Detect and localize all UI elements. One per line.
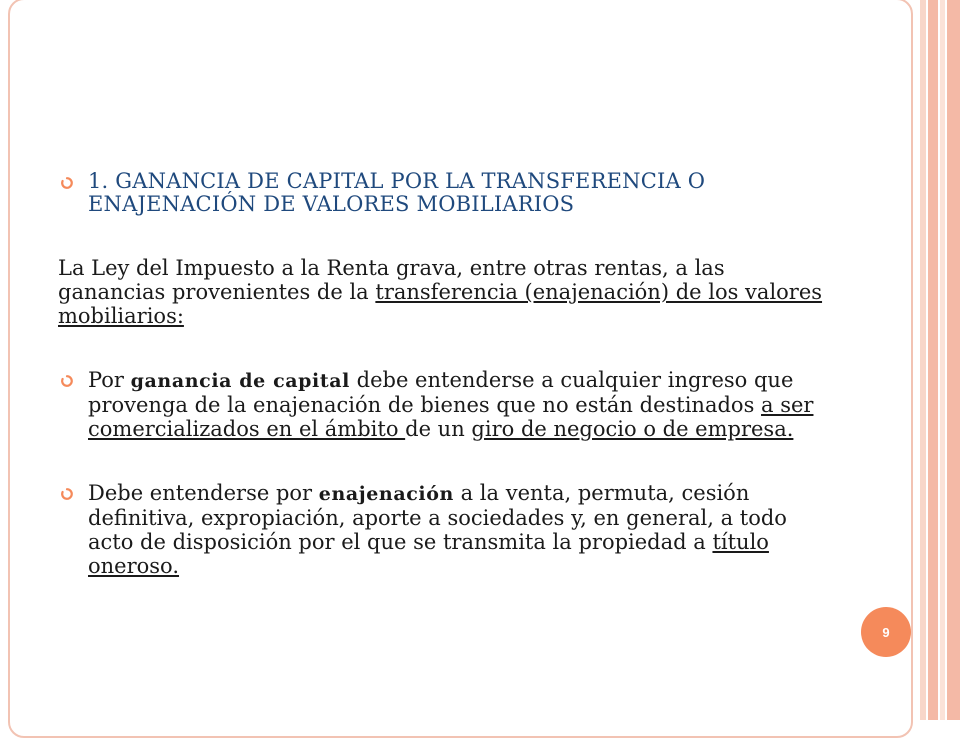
intro-text: La Ley del Impuesto a la Renta grava, entre otras rentas, a las ganancias provenientes de la xyxy=(58,256,725,304)
stripe xyxy=(920,0,926,720)
page-number-badge xyxy=(861,607,911,657)
bullet-ganancia xyxy=(58,368,828,441)
bullet2-bold: enajenación xyxy=(318,483,454,505)
heading-text: 1. GANANCIA DE CAPITAL POR LA TRANSFERENCIA O ENAJENACIÓN DE VALORES MOBILIARIOS xyxy=(88,169,706,216)
bullet2-text: a la venta, permuta, cesión definitiva, expropiación, aporte a sociedades y, en general, a todo acto de disposición por el que se transmita la propiedad a xyxy=(88,481,787,554)
circle-outline-icon xyxy=(60,374,74,388)
intro-paragraph xyxy=(58,256,828,328)
bullet2-underlined: título oneroso. xyxy=(88,530,769,578)
stripe xyxy=(928,0,938,720)
bullet-enajenacion xyxy=(58,481,828,578)
bullet1-text: Por xyxy=(88,368,131,392)
slide-content xyxy=(58,170,828,578)
bullet1-underlined: a ser comercializados en el ámbito xyxy=(88,393,814,441)
bullet1-text: de un xyxy=(405,417,472,441)
bullet1-text: debe entenderse a cualquier ingreso que provenga de la enajenación de bienes que no están destinados xyxy=(88,368,794,417)
circle-outline-icon xyxy=(60,487,74,501)
stripe xyxy=(940,0,945,720)
decorative-stripes xyxy=(920,0,960,720)
bullet1-bold: ganancia de capital xyxy=(130,370,350,392)
bullet1-underlined: giro de negocio o de empresa. xyxy=(471,417,794,441)
intro-underlined-text: transferencia (enajenación) de los valores mobiliarios: xyxy=(58,280,823,328)
stripe xyxy=(947,0,960,720)
page-number: 9 xyxy=(882,624,890,640)
circle-outline-icon xyxy=(60,176,74,190)
slide-heading xyxy=(58,170,828,216)
bullet2-text: Debe entenderse por xyxy=(88,481,319,505)
